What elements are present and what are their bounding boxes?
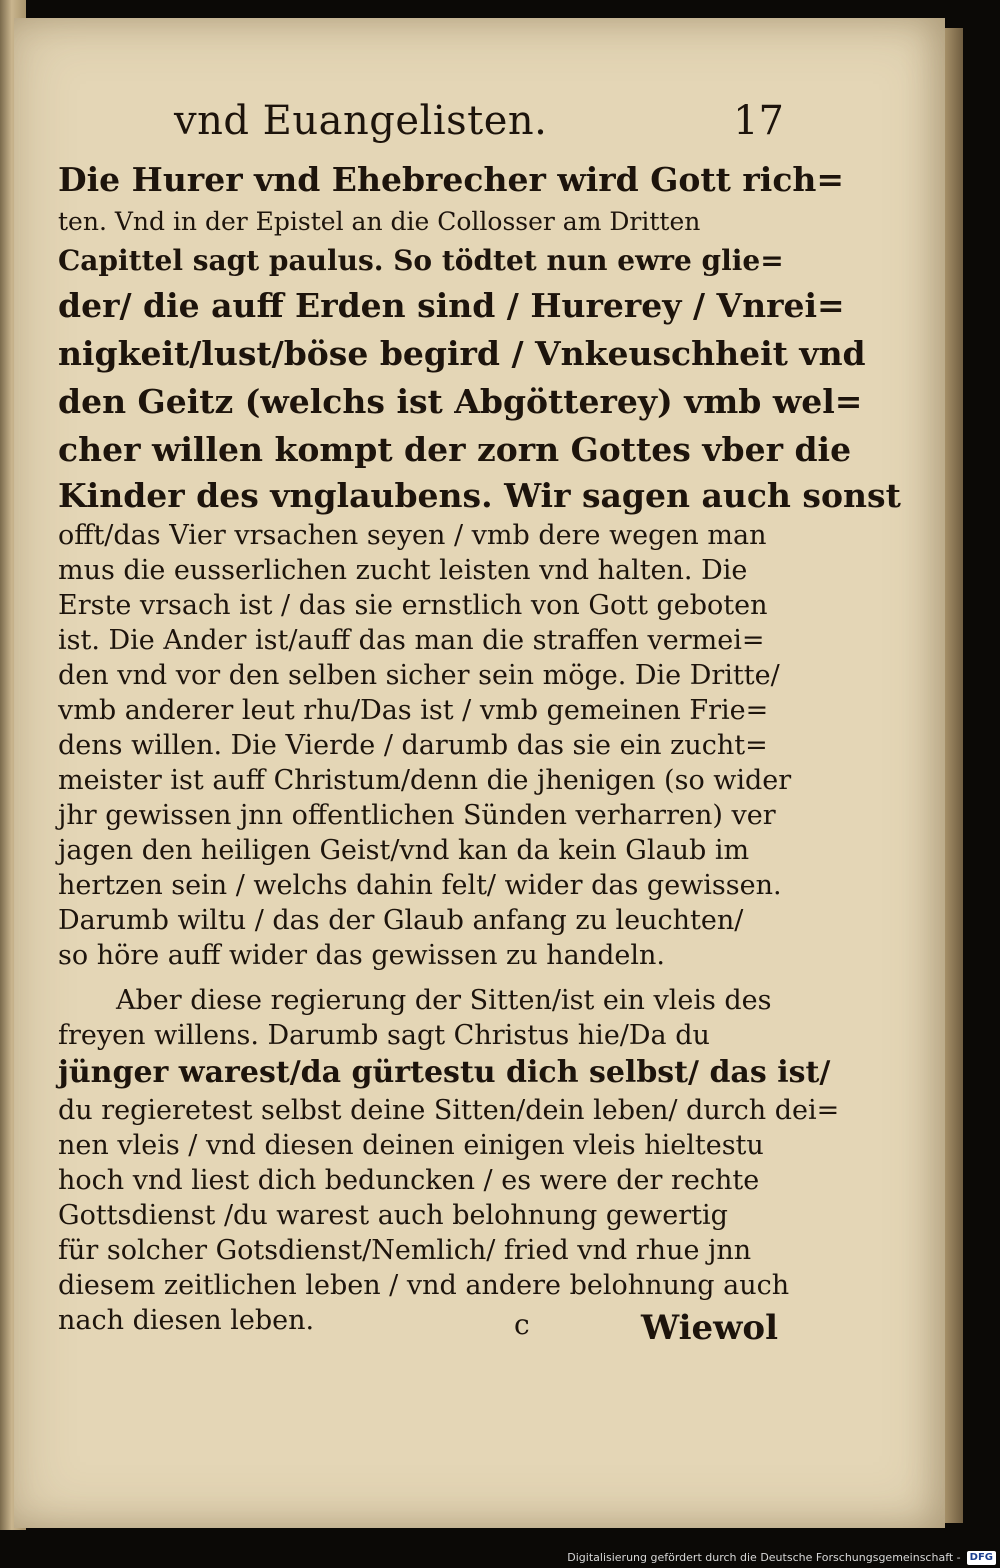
- text-line: nach diesen leben.: [58, 1305, 315, 1336]
- text-line: ten. Vnd in der Epistel an die Collosser am Dritten: [58, 207, 701, 236]
- paragraph-2: [58, 983, 840, 1338]
- running-head: vnd Euangelisten.: [174, 98, 548, 144]
- text-line: Kinder des vnglaubens. Wir sagen auch sonst: [58, 476, 901, 515]
- page-footer: [58, 1308, 778, 1358]
- text-line: Die Hurer vnd Ehebrecher wird Gott rich=: [58, 160, 845, 199]
- small-type-lines: [58, 518, 792, 973]
- text-line: freyen willens. Darumb sagt Christus hie/Da du: [58, 1020, 710, 1051]
- text-line: du regieretest selbst deine Sitten/dein leben/ durch dei=: [58, 1095, 840, 1126]
- text-line: hertzen sein / welchs dahin felt/ wider das gewissen.: [58, 870, 782, 901]
- text-line: für solcher Gotsdienst/Nemlich/ fried vnd rhue jnn: [58, 1235, 752, 1266]
- text-line: cher willen kompt der zorn Gottes vber die: [58, 430, 852, 469]
- text-line: nigkeit/lust/böse begird / Vnkeuschheit vnd: [58, 334, 866, 373]
- text-line: Darumb wiltu / das der Glaub anfang zu leuchten/: [58, 905, 744, 936]
- text-line: dens willen. Die Vierde / darumb das sie ein zucht=: [58, 730, 768, 761]
- text-line: den vnd vor den selben sicher sein möge. Die Dritte/: [58, 660, 780, 691]
- catchword: Wiewol: [641, 1308, 778, 1348]
- text-line: vmb anderer leut rhu/Das ist / vmb gemeinen Frie=: [58, 695, 769, 726]
- text-line: Gottsdienst /du warest auch belohnung gewertig: [58, 1200, 728, 1231]
- text-line: diesem zeitlichen leben / vnd andere belohnung auch: [58, 1270, 790, 1301]
- text-line: der/ die auff Erden sind / Hurerey / Vnrei=: [58, 286, 845, 325]
- folio-number: 17: [733, 98, 784, 144]
- text-line: Erste vrsach ist / das sie ernstlich von Gott geboten: [58, 590, 768, 621]
- text-line: meister ist auff Christum/denn die jhenigen (so wider: [58, 765, 792, 796]
- text-line: hoch vnd liest dich beduncken / es were der rechte: [58, 1165, 760, 1196]
- text-line: Capittel sagt paulus. So tödtet nun ewre glie=: [58, 244, 784, 277]
- book-page: [14, 18, 945, 1528]
- text-line: den Geitz (welchs ist Abgötterey) vmb wel=: [58, 382, 863, 421]
- digitization-credit: [559, 1548, 1000, 1568]
- text-line: jagen den heiligen Geist/vnd kan da kein Glaub im: [58, 835, 750, 866]
- text-line: mus die eusserlichen zucht leisten vnd halten. Die: [58, 555, 748, 586]
- text-line: ist. Die Ander ist/auff das man die straffen vermei=: [58, 625, 765, 656]
- text-block: [58, 156, 901, 1338]
- page-header: [174, 98, 784, 148]
- text-line: jhr gewissen jnn offentlichen Sünden verharren) ver: [58, 800, 776, 831]
- text-line: nen vleis / vnd diesen deinen einigen vleis hieltestu: [58, 1130, 764, 1161]
- text-line: jünger warest/da gürtestu dich selbst/ das ist/: [58, 1055, 831, 1090]
- text-line: so höre auff wider das gewissen zu handeln.: [58, 940, 665, 971]
- paragraph-gap: [58, 973, 778, 983]
- credit-text: Digitalisierung gefördert durch die Deutsche Forschungsgemeinschaft -: [567, 1551, 961, 1564]
- large-type-lines: [58, 156, 901, 518]
- text-line: offt/das Vier vrsachen seyen / vmb dere wegen man: [58, 520, 767, 551]
- dfg-logo: DFG: [967, 1551, 996, 1565]
- text-line: Aber diese regierung der Sitten/ist ein vleis des: [116, 985, 772, 1016]
- signature-mark: c: [514, 1308, 530, 1341]
